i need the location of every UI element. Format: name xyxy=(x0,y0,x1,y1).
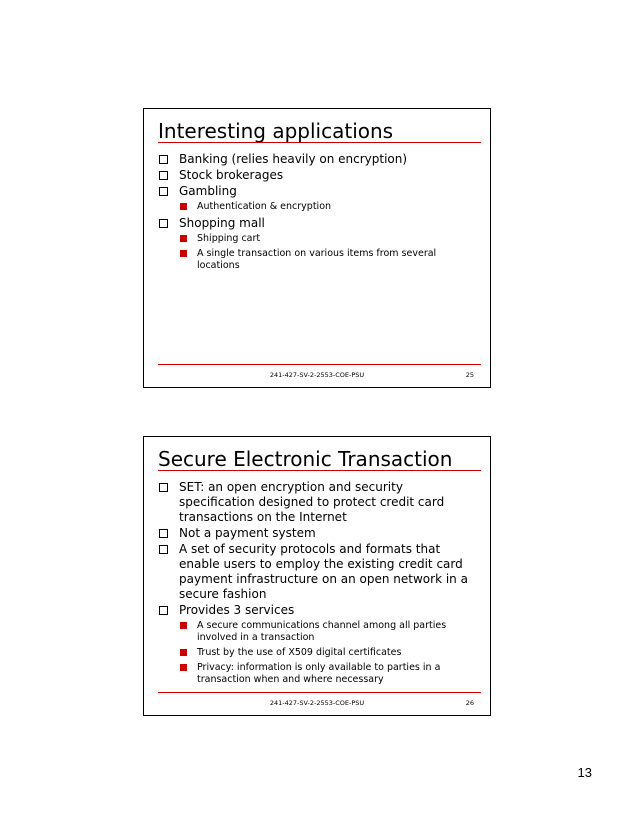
page-number: 13 xyxy=(577,765,592,780)
footer-divider xyxy=(158,364,481,365)
slide-title: Secure Electronic Transaction xyxy=(158,447,453,471)
hollow-square-bullet-icon xyxy=(159,219,168,228)
bullet-item xyxy=(158,168,480,183)
hollow-square-bullet-icon xyxy=(159,606,168,615)
bullet-list xyxy=(158,152,480,275)
bullet-text: A set of security protocols and formats that enable users to employ the existing credit card payment infrastructure on an open network in a secure fashion xyxy=(179,542,468,601)
bullet-item xyxy=(158,152,480,167)
sub-bullet-text: Authentication & encryption xyxy=(197,201,332,212)
sub-bullet-item xyxy=(158,647,480,659)
sub-bullet-text: A secure communications channel among all parties involved in a transaction xyxy=(197,620,447,643)
sub-bullet-text: Shipping cart xyxy=(197,233,261,244)
bullet-text: SET: an open encryption and security specification designed to protect credit card transactions on the Internet xyxy=(179,480,445,524)
sub-bullet-item xyxy=(158,662,480,686)
bullet-list xyxy=(158,480,480,689)
bullet-item xyxy=(158,216,480,231)
bullet-item xyxy=(158,603,480,618)
filled-square-bullet-icon xyxy=(180,250,187,257)
filled-square-bullet-icon xyxy=(180,622,187,629)
hollow-square-bullet-icon xyxy=(159,171,168,180)
hollow-square-bullet-icon xyxy=(159,187,168,196)
sub-bullet-item xyxy=(158,201,480,213)
sub-bullet-item xyxy=(158,233,480,245)
slide-number: 25 xyxy=(465,371,474,379)
sub-bullet-text: A single transaction on various items from several locations xyxy=(197,248,437,271)
sub-bullet-text: Privacy: information is only available to parties in a transaction when and where necessary xyxy=(197,662,441,685)
slide-footer: 241-427-SV-2-2553-COE-PSU xyxy=(269,371,365,379)
slide-25 xyxy=(143,108,491,388)
sub-bullet-item xyxy=(158,248,480,272)
bullet-item xyxy=(158,480,480,525)
slide-footer: 241-427-SV-2-2553-COE-PSU xyxy=(269,699,365,707)
filled-square-bullet-icon xyxy=(180,649,187,656)
bullet-text: Provides 3 services xyxy=(179,603,295,617)
slide-26 xyxy=(143,436,491,716)
bullet-text: Not a payment system xyxy=(179,526,316,540)
sub-bullet-text: Trust by the use of X509 digital certificates xyxy=(197,647,402,658)
hollow-square-bullet-icon xyxy=(159,483,168,492)
bullet-text: Gambling xyxy=(179,184,237,198)
bullet-item xyxy=(158,542,480,602)
bullet-text: Shopping mall xyxy=(179,216,265,230)
hollow-square-bullet-icon xyxy=(159,545,168,554)
footer-divider xyxy=(158,692,481,693)
hollow-square-bullet-icon xyxy=(159,155,168,164)
bullet-text: Stock brokerages xyxy=(179,168,284,182)
sub-bullet-item xyxy=(158,620,480,644)
bullet-item xyxy=(158,184,480,199)
hollow-square-bullet-icon xyxy=(159,529,168,538)
bullet-item xyxy=(158,526,480,541)
title-divider xyxy=(158,470,481,471)
slide-number: 26 xyxy=(465,699,474,707)
filled-square-bullet-icon xyxy=(180,203,187,210)
bullet-text: Banking (relies heavily on encryption) xyxy=(179,152,408,166)
title-divider xyxy=(158,142,481,143)
filled-square-bullet-icon xyxy=(180,664,187,671)
slide-title: Interesting applications xyxy=(158,119,394,143)
filled-square-bullet-icon xyxy=(180,235,187,242)
